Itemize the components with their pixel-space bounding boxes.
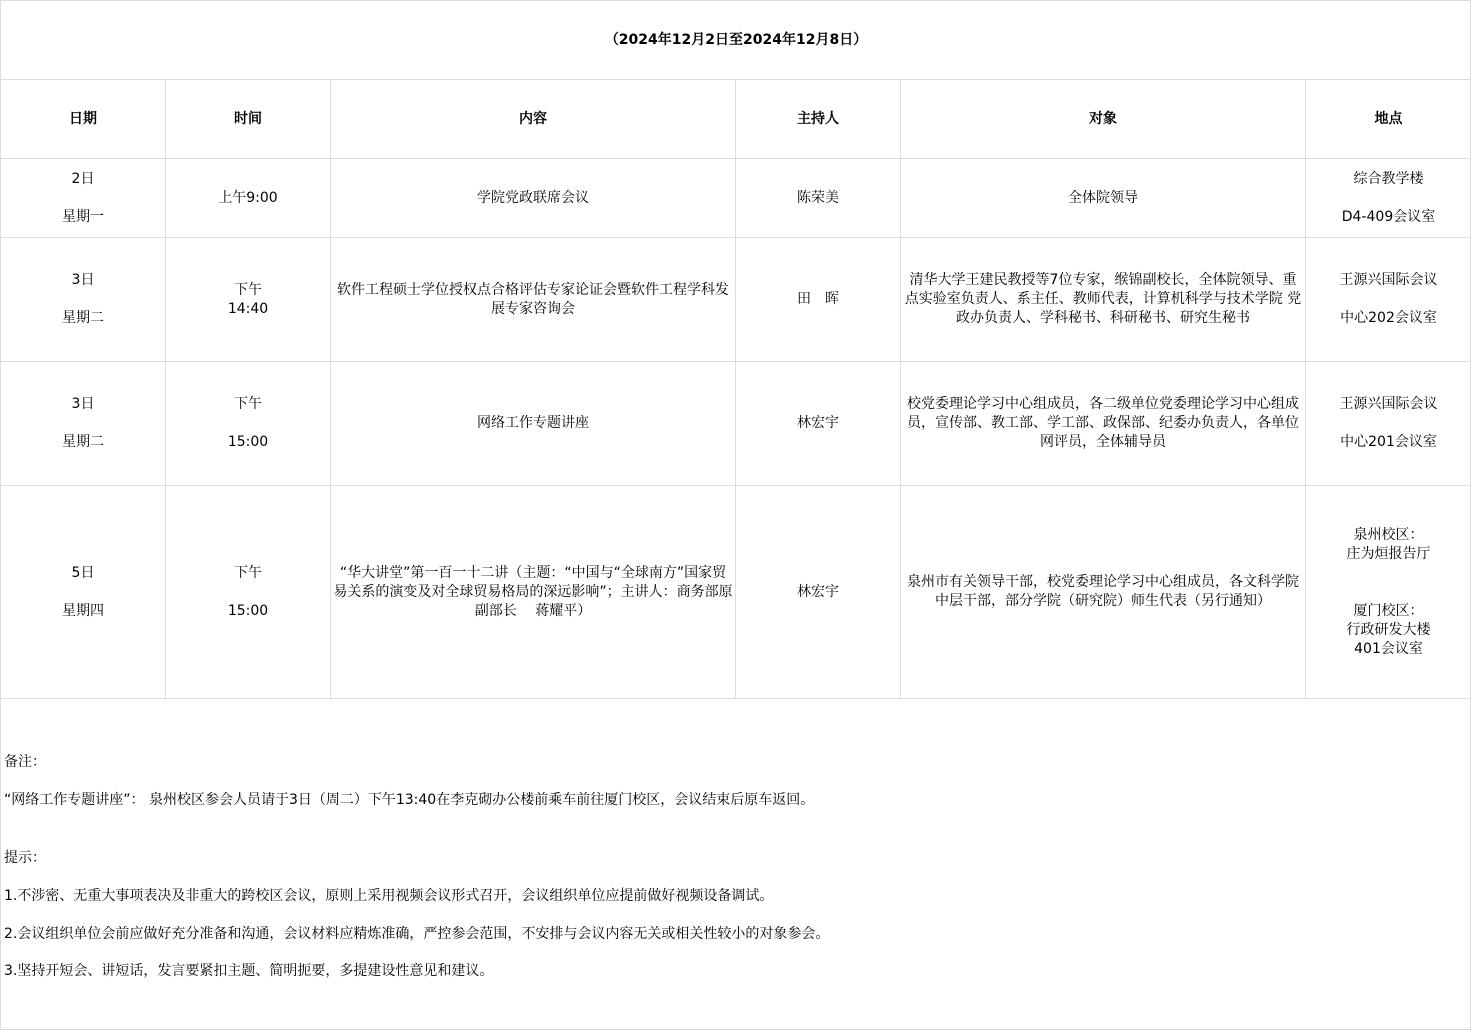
weekday: 星期二 (62, 434, 104, 450)
table-row (1, 362, 1471, 486)
table-row (1, 238, 1471, 362)
content-cell: 学院党政联席会议 (331, 159, 736, 238)
header-content: 内容 (331, 80, 736, 159)
audience-cell: 校党委理论学习中心组成员，各二级单位党委理论学习中心组成员，宣传部、教工部、学工部、政保部、纪委办负责人，各单位网评员，全体辅导员 (901, 362, 1306, 486)
place-line: 行政研发大楼 (1346, 621, 1431, 638)
time: 上午9:00 (218, 189, 278, 206)
header-row (1, 80, 1471, 159)
place-line: D4-409会议室 (1341, 208, 1436, 225)
table-row (1, 159, 1471, 238)
host-cell: 田 晖 (736, 238, 901, 362)
header-date: 日期 (1, 80, 166, 159)
content-cell: 网络工作专题讲座 (331, 362, 736, 486)
date-cell (1, 362, 166, 486)
time-period: 下午 (234, 564, 262, 581)
time-period: 下午 (234, 281, 262, 298)
place-line: 厦门校区： (1353, 602, 1424, 619)
header-host: 主持人 (736, 80, 901, 159)
remark-label: 备注： (4, 754, 46, 770)
day: 3日 (71, 272, 95, 288)
remark-text: “网络工作专题讲座”： 泉州校区参会人员请于3日（周二）下午13:40在李克砌办公楼前乘车前往厦门校区，会议结束后原车返回。 (4, 792, 815, 808)
place-line: 中心202会议室 (1340, 310, 1437, 326)
time-cell (166, 238, 331, 362)
content-cell: “华大讲堂”第一百一十二讲（主题：“中国与“全球南方”国家贸易关系的演变及对全球贸易格局的深远影响”；主讲人：商务部原副部长 蒋耀平） (331, 486, 736, 699)
host-cell: 陈荣美 (736, 159, 901, 238)
place-cell (1306, 159, 1471, 238)
header-time: 时间 (166, 80, 331, 159)
day: 5日 (71, 564, 95, 581)
host-cell: 林宏宇 (736, 362, 901, 486)
audience-cell: 泉州市有关领导干部，校党委理论学习中心组成员，各文科学院中层干部，部分学院（研究院）师生代表（另行通知） (901, 486, 1306, 699)
place-line: 中心201会议室 (1340, 434, 1437, 450)
time: 15:00 (227, 602, 269, 619)
weekday: 星期一 (62, 208, 104, 225)
place-line: 王源兴国际会议 (1339, 272, 1438, 288)
table-row (1, 486, 1471, 699)
tip-item: 2.会议组织单位会前应做好充分准备和沟通，会议材料应精炼准确，严控参会范围，不安排与会议内容无关或相关性较小的对象参会。 (4, 926, 830, 942)
audience-cell: 清华大学王建民教授等7位专家，缑锦副校长，全体院领导、重点实验室负责人、系主任、教师代表，计算机科学与技术学院 党政办负责人、学科秘书、科研秘书、研究生秘书 (901, 238, 1306, 362)
tip-item: 1.不涉密、无重大事项表决及非重大的跨校区会议，原则上采用视频会议形式召开，会议组织单位应提前做好视频设备调试。 (4, 888, 774, 904)
place-line: 综合教学楼 (1353, 170, 1424, 187)
header-audience: 对象 (901, 80, 1306, 159)
content-cell: 软件工程硕士学位授权点合格评估专家论证会暨软件工程学科发展专家咨询会 (331, 238, 736, 362)
time-cell (166, 362, 331, 486)
day: 2日 (71, 170, 95, 187)
place-line: 401会议室 (1354, 640, 1423, 657)
tip-item: 3.坚持开短会、讲短话，发言要紧扣主题、简明扼要，多提建设性意见和建议。 (4, 963, 494, 979)
host-cell: 林宏宇 (736, 486, 901, 699)
day: 3日 (71, 396, 95, 412)
time-period: 下午 (234, 396, 262, 412)
time-cell (166, 159, 331, 238)
tips-label: 提示： (4, 850, 46, 866)
time: 14:40 (227, 300, 269, 317)
time: 15:00 (227, 434, 269, 450)
header-place: 地点 (1306, 80, 1471, 159)
place-cell (1306, 362, 1471, 486)
weekday: 星期二 (62, 310, 104, 326)
date-cell (1, 238, 166, 362)
date-cell (1, 159, 166, 238)
place-line: 王源兴国际会议 (1339, 396, 1438, 412)
place-line: 庄为烜报告厅 (1346, 545, 1431, 562)
place-cell (1306, 238, 1471, 362)
place-cell (1306, 486, 1471, 699)
place-line: 泉州校区： (1353, 526, 1424, 543)
time-cell (166, 486, 331, 699)
schedule-title: （2024年12月2日至2024年12月8日） (1, 1, 1471, 80)
weekday: 星期四 (62, 602, 104, 619)
audience-cell: 全体院领导 (901, 159, 1306, 238)
date-cell (1, 486, 166, 699)
